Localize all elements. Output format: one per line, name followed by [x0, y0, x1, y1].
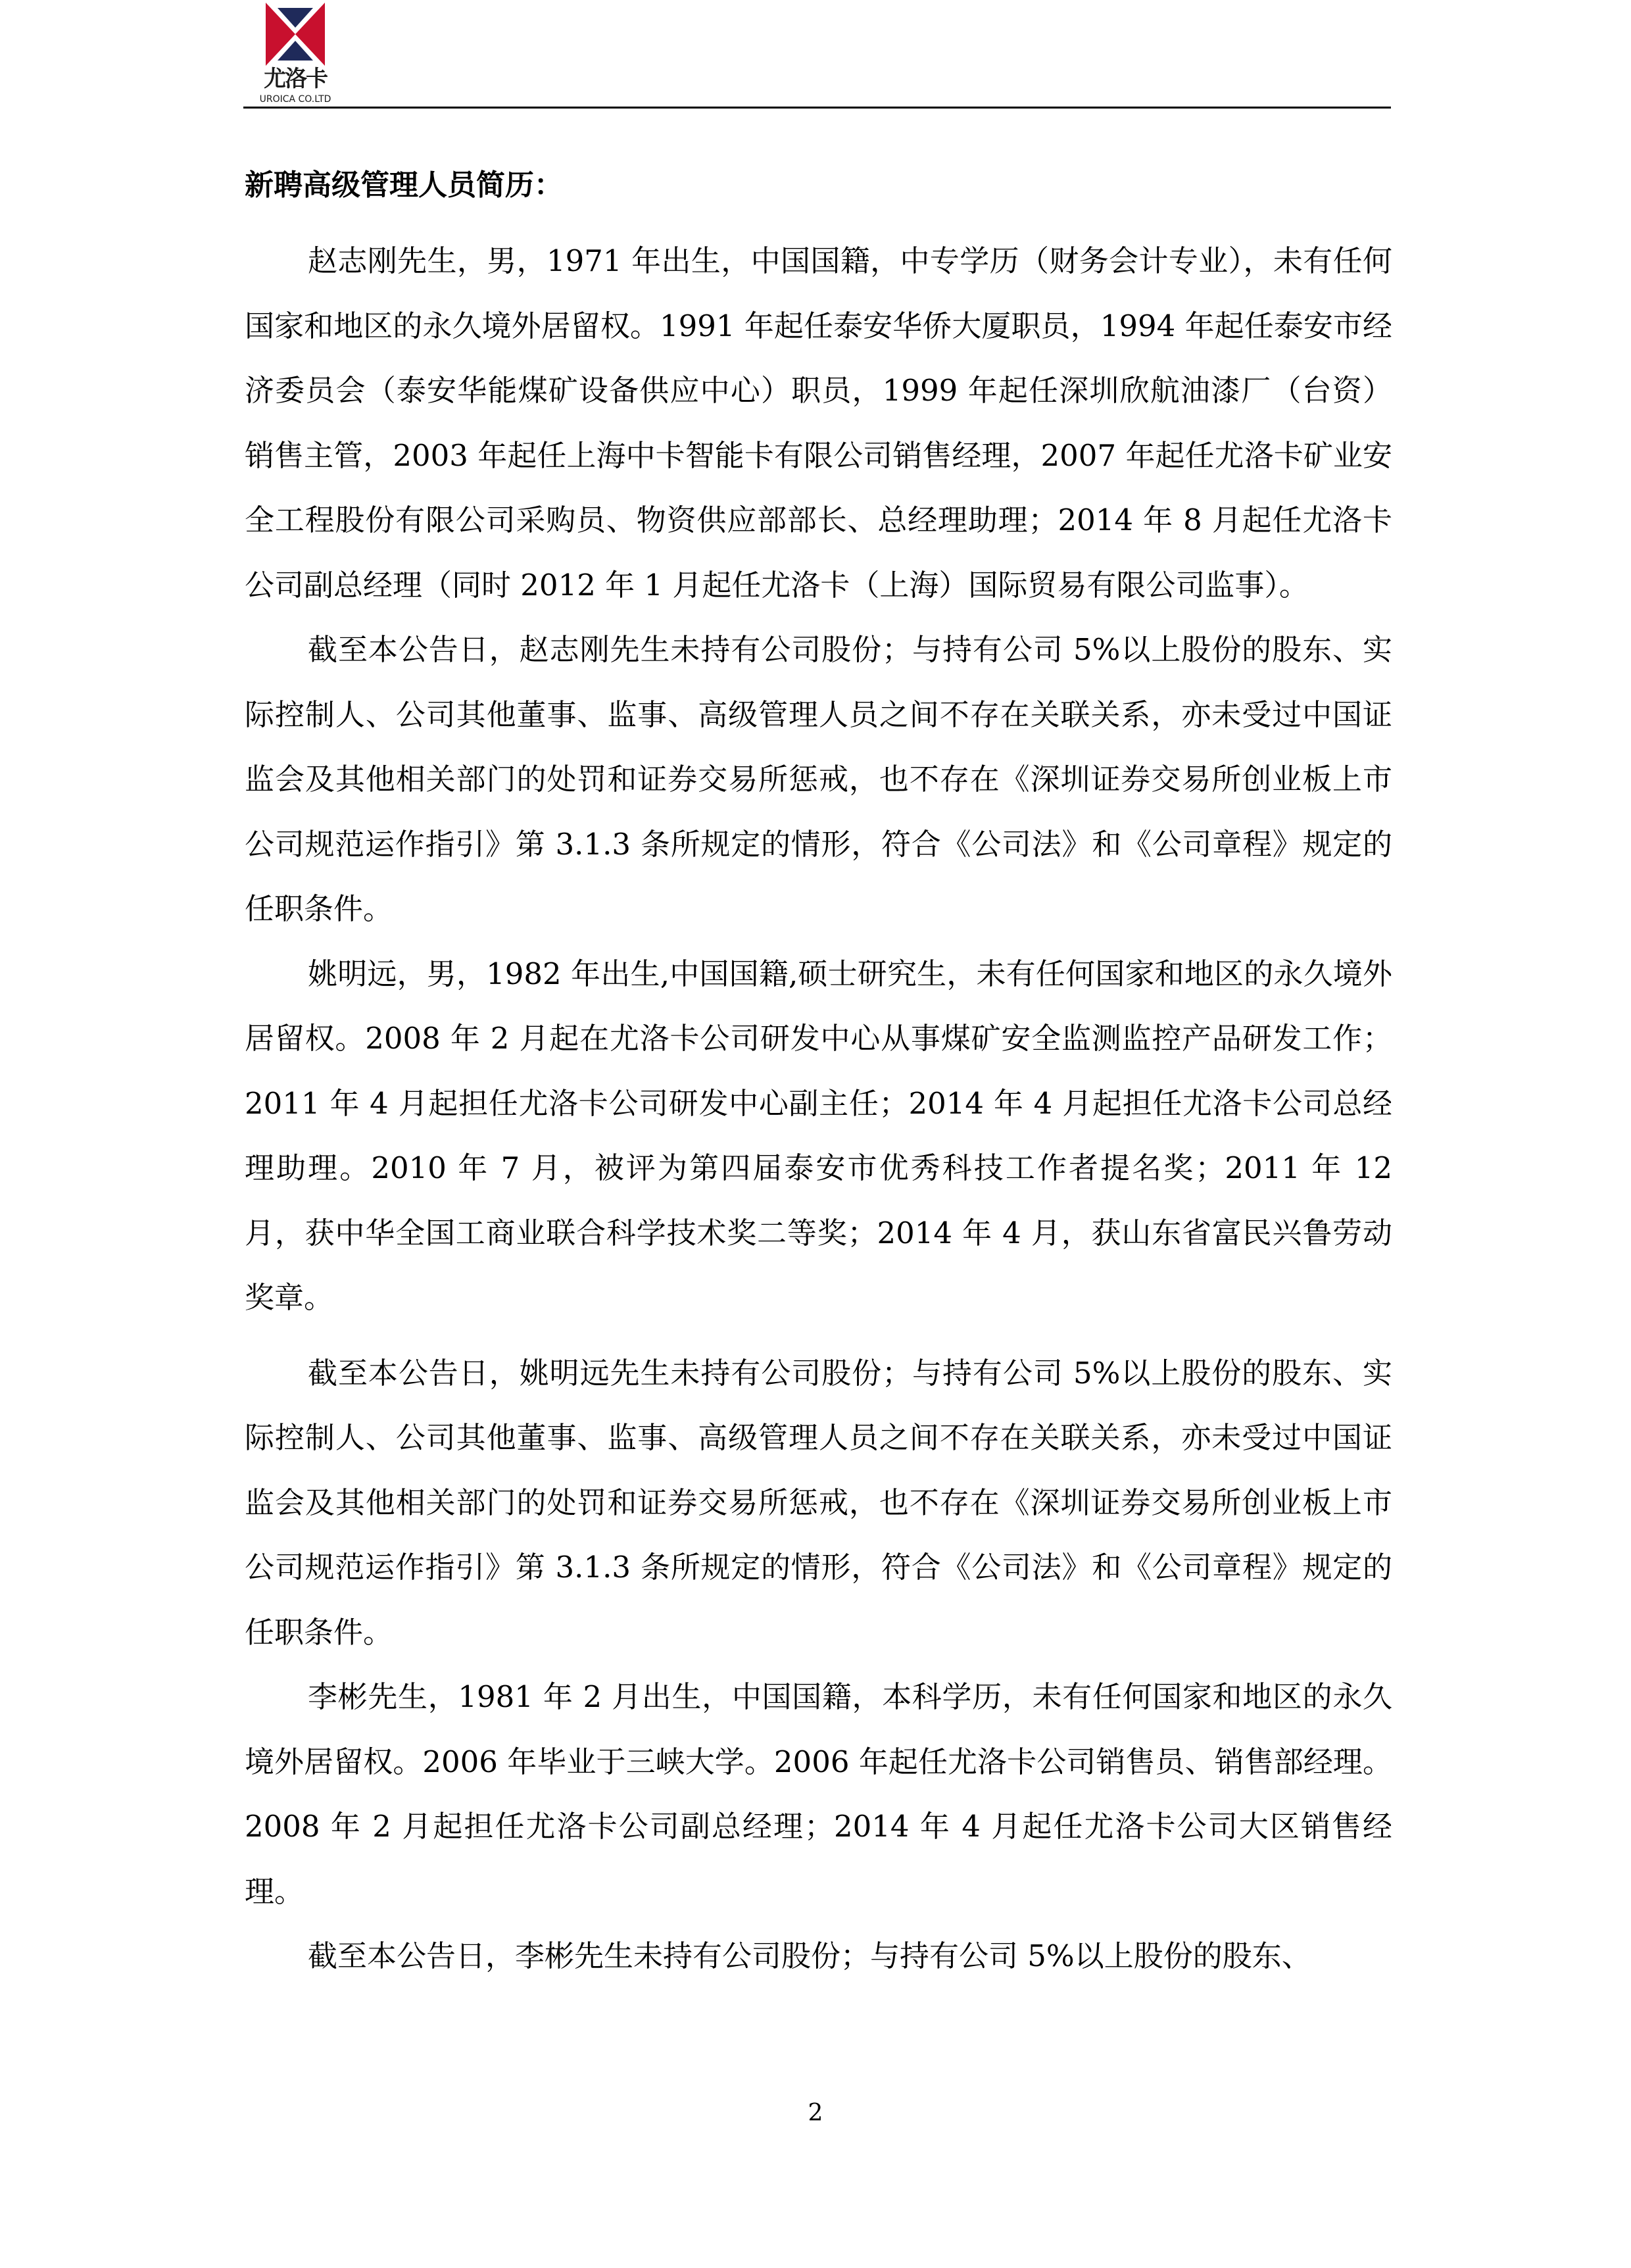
logo-english-name: UROICA CO.LTD [259, 94, 331, 105]
page-number: 2 [808, 2100, 823, 2127]
page-header [243, 0, 1391, 111]
logo-chinese-name: 尤洛卡 [264, 66, 327, 92]
header-divider [243, 107, 1391, 109]
document-body [245, 153, 1392, 1989]
bio-li-bin: 李彬先生，1981 年 2 月出生，中国国籍，本科学历，未有任何国家和地区的永久境外居留权。2006 年毕业于三峡大学。2006 年起任尤洛卡公司销售员、销售部经理。2008 年 2 月起担任尤洛卡公司副总经理；2014 年 4 月起任尤洛卡公司大区销售经理。 [245, 1679, 1392, 1909]
disclosure-zhao-zhigang: 截至本公告日，赵志刚先生未持有公司股份；与持有公司 5%以上股份的股东、实际控制人、公司其他董事、监事、高级管理人员之间不存在关联关系，亦未受过中国证监会及其他相关部门的处罚和证券交易所惩戒，也不存在《深圳证券交易所创业板上市公司规范运作指引》第 3.1.3 条所规定的情形，符合《公司法》和《公司章程》规定的任职条件。 [245, 632, 1392, 926]
bio-yao-mingyuan: 姚明远，男，1982 年出生,中国国籍,硕士研究生，未有任何国家和地区的永久境外居留权。2008 年 2 月起在尤洛卡公司研发中心从事煤矿安全监测监控产品研发工作；2011 年 4 月起担任尤洛卡公司研发中心副主任；2014 年 4 月起担任尤洛卡公司总经理助理。2010 年 7 月，被评为第四届泰安市优秀科技工作者提名奖；2011 年 12 月，获中华全国工商业联合科学技术奖二等奖；2014 年 4 月，获山东省富民兴鲁劳动奖章。 [245, 956, 1392, 1315]
disclosure-yao-mingyuan: 截至本公告日，姚明远先生未持有公司股份；与持有公司 5%以上股份的股东、实际控制人、公司其他董事、监事、高级管理人员之间不存在关联关系，亦未受过中国证监会及其他相关部门的处罚和证券交易所惩戒，也不存在《深圳证券交易所创业板上市公司规范运作指引》第 3.1.3 条所规定的情形，符合《公司法》和《公司章程》规定的任职条件。 [245, 1355, 1392, 1650]
section-heading: 新聘高级管理人员简历： [245, 168, 563, 202]
disclosure-li-bin: 截至本公告日，李彬先生未持有公司股份；与持有公司 5%以上股份的股东、 [308, 1938, 1311, 1973]
uroica-logo-icon [266, 3, 325, 66]
company-logo [243, 0, 349, 108]
bio-zhao-zhigang: 赵志刚先生，男，1971 年出生，中国国籍，中专学历（财务会计专业），未有任何国家和地区的永久境外居留权。1991 年起任泰安华侨大厦职员，1994 年起任泰安市经济委员会（泰安华能煤矿设备供应中心）职员，1999 年起任深圳欣航油漆厂（台资）销售主管，2003 年起任上海中卡智能卡有限公司销售经理，2007 年起任尤洛卡矿业安全工程股份有限公司采购员、物资供应部部长、总经理助理；2014 年 8 月起任尤洛卡公司副总经理（同时 2012 年 1 月起任尤洛卡（上海）国际贸易有限公司监事）。 [245, 243, 1392, 603]
